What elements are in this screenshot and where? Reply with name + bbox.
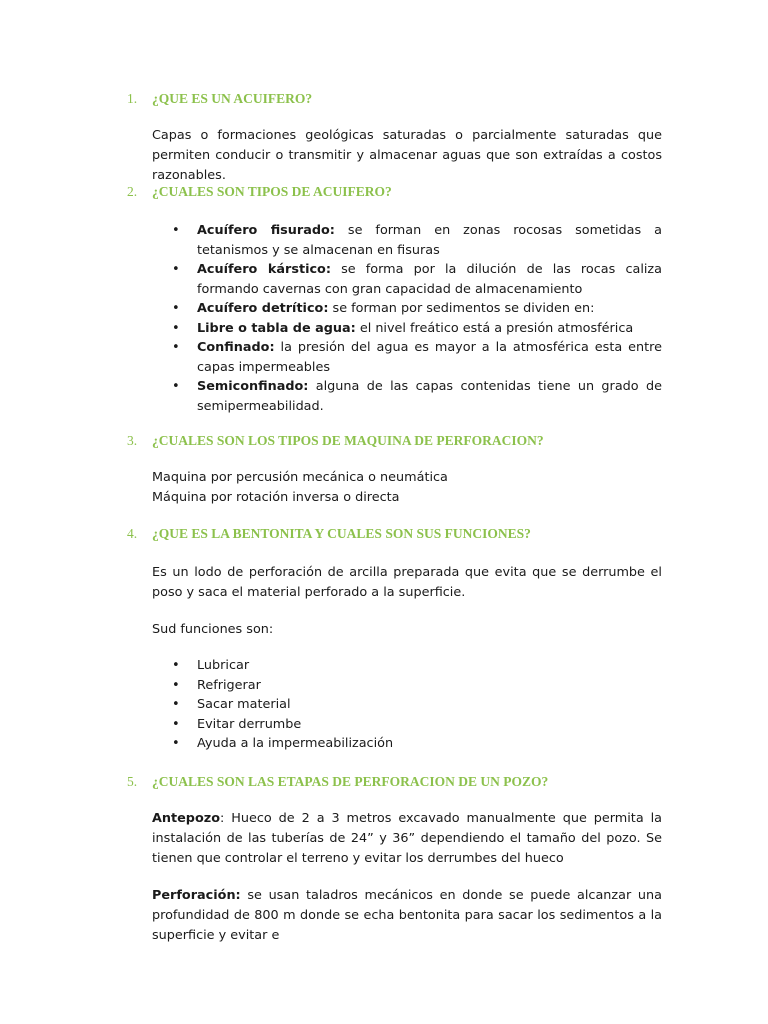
section-1-paragraph: Capas o formaciones geológicas saturadas o parcialmente saturadas que permiten conducir o transmitir y almacenar aguas que son extraídas a costos razonables. bbox=[152, 128, 662, 183]
list-item: • Semiconfinado: alguna de las capas contenidas tiene un grado de semipermeabilidad. bbox=[152, 377, 662, 416]
bentonite-paragraph: Es un lodo de perforación de arcilla preparada que evita que se derrumbe el poso y saca el material perforado a la superficie. bbox=[152, 565, 662, 600]
list-item: • Acuífero kárstico: se forma por la dilución de las rocas caliza formando cavernas con gran capacidad de almacenamiento bbox=[152, 260, 662, 299]
functions-intro: Sud funciones son: bbox=[152, 622, 274, 637]
section-number: 2. bbox=[127, 184, 138, 199]
section-title: ¿QUE ES LA BENTONITA Y CUALES SON SUS FUNCIONES? bbox=[152, 526, 531, 541]
section-number: 5. bbox=[127, 774, 138, 789]
section-title: ¿CUALES SON LAS ETAPAS DE PERFORACION DE UN POZO? bbox=[152, 774, 549, 789]
section-number: 4. bbox=[127, 526, 138, 541]
list-item: • Refrigerar bbox=[152, 676, 662, 696]
stage-antepozo: Antepozo: Hueco de 2 a 3 metros excavado manualmente que permita la instalación de las tuberías de 24” y 36” dependiendo el tamaño del pozo. Se tienen que controlar el terreno y evitar los derrumbes del hueco bbox=[152, 811, 662, 866]
section-title: ¿CUALES SON LOS TIPOS DE MAQUINA DE PERFORACION? bbox=[152, 433, 544, 448]
list-item: • Libre o tabla de agua: el nivel freático está a presión atmosférica bbox=[152, 319, 662, 339]
list-item: • Evitar derrumbe bbox=[152, 715, 662, 735]
section-number: 3. bbox=[127, 433, 138, 448]
functions-list bbox=[152, 656, 662, 754]
stage-perforacion: Perforación: se usan taladros mecánicos en donde se puede alcanzar una profundidad de 800 m donde se echa bentonita para sacar los sedimentos a la superficie y evitar e bbox=[152, 888, 662, 943]
list-item: • Acuífero detrítico: se forman por sedimentos se dividen en: bbox=[152, 299, 662, 319]
section-number: 1. bbox=[127, 91, 138, 106]
machine-types-text: Maquina por percusión mecánica o neumática Máquina por rotación inversa o directa bbox=[152, 470, 448, 505]
section-title: ¿QUE ES UN ACUIFERO? bbox=[152, 91, 313, 106]
list-item: • Ayuda a la impermeabilización bbox=[152, 734, 662, 754]
aquifer-types-list bbox=[152, 221, 662, 416]
list-item: • Sacar material bbox=[152, 695, 662, 715]
list-item: • Lubricar bbox=[152, 656, 662, 676]
list-item: • Acuífero fisurado: se forman en zonas rocosas sometidas a tetanismos y se almacenan en fisuras bbox=[152, 221, 662, 260]
list-item: • Confinado: la presión del agua es mayor a la atmosférica esta entre capas impermeables bbox=[152, 338, 662, 377]
section-title: ¿CUALES SON TIPOS DE ACUIFERO? bbox=[152, 184, 392, 199]
